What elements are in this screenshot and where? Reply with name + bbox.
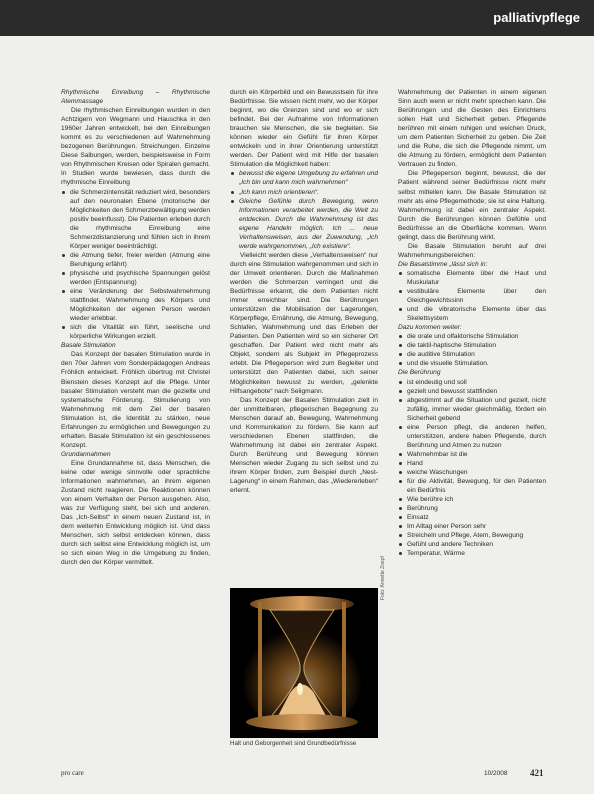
list-item: für die Aktivität, Bewegung, für den Patienten ein Bedürfnis — [398, 477, 546, 495]
page: palliativpflege Rhythmische Einreibung – Rhythmische Atemmassage Die rhythmischen Einreibungen wurden in den Achtzigern von Wegmann und Hauschka in den 1960er Jahren entwickelt, bei den Einreibungen kommt es zu verschiedenen auf Wahrnehmung bezogenen Berührungen. Streichungen. Einzelne Diese Salbungen, werden, beispielsweise in Form von Rhythmischen Kreisen oder Spiralen gemacht. In Studien wurde bewiesen, dass durch die rhythmische Einreibung die Schmerzintensität reduziert wird, besonders auf den neuronalen Ebene (motorische der Möglichkeiten den Schmerzbewältigung werden positiv beeinflusst). Die Patienten erleben durch die rhythmische Einreibung eine Schmerzdistanzierung und fühlen sich in ihrem Körper weniger beeinträchtigt. die Atmung tiefer, freier werden (Atmung eine Beruhigung erfährt) physische und psychische Spannungen gelöst werden (Entspannung) eine Veränderung der Selbstwahrnehmung stattfindet. Wahrnehmung des Körpers und Möglichkeiten der eigenen Person werden wieder erlebbar. sich die Vitalität ein führt, seelische und körperliche Wirkungen erzielt. Basale Stimulation Das Konzept der basalen Stimulation wurde in den 70er Jahren vom Sonderpädagogen Andreas Fröhlich entwickelt. Fröhlich übertrug mit Christel Bienstein dieses Konzept auf die Pflege. Unter basaler Stimulation versteht man die gezielte und systematische Förderung. Stimulierung von Wahrnehmung mit dem Ziel der basalen Stimulation ist, die Identität zu stärken, neue Erfahrungen zu ermöglichen und Bewegungen zu erhalten. Basale Stimulation ist ein geschlossenes Konzept. Grundannahmen Eine Grundannahme ist, dass Menschen, die keine oder wenige sinnvolle oder sprachliche Informationen wahrnehmen, an ihrem eigenen Zustand nicht reagieren. Die Reaktionen können von einem Verhalten der Person ausgehen. Also, was zur Verfügung steht, bei sich und anderen. Das „Ich-Selbst“ in einem neuen Zustand ist, in dem weiterhin Entwicklung möglich ist. Und dass Menschen, sich selbst entdecken können, dass durch sich selbst eine Entwicklung möglich ist, um so sich einen Weg in die Umgebung zu finden, durch den der Körper vermittelt. durch ein Körperbild und ein Bewusstsein für ihre Bedürfnisse. Sie wissen nicht mehr, wo der Körper beginnt, wo die Grenzen sind und wo er sich befindet. Bei der Aufnahme von Informationen brauchen sie Menschen, die sie begleiten. Sie können wieder ein Gefühl für ihren Körper entwickeln und in ihrer Orientierung unterstützt werden. Der Patient wird mit Hilfe der basalen Stimulation die Möglichkeit haben: bewusst die eigene Umgebung zu erfahren und „Ich bin und kann mich wahrnehmen“ „Ich kann mich orientieren“. Gleiche Gefühle durch Bewegung, wenn Informationen verarbeitet werden, die Welt zu entdecken. Durch die Wahrnehmung ist das eigene Handeln möglich. Ich ... neue Verhaltensweisen, aus der Zuwendung, „Ich werde wahrgenommen, „Ich existiere“. Vielleicht werden diese „Verhaltensweisen“ nur durch eine Stimulation wahrgenommen und sich in der Umwelt orientieren. Durch die Maßnahmen werden die Schmerzen verringert und die Bedürfnisse erkannt, die dem Patienten nicht immer erreichbar sind. Die Berührungen unterstützen die Mobilisation der Lagerungen, Körperpflege, Ernährung, die Atmung, Bewegung, Schlafen, Wahrnehmung und das Erleben der Patienten. Den Patienten wird so ein sicherer Ort geschaffen. Der Patient wird nicht mehr als Objekt, sondern als Subjekt im Pflegeprozess erlebt. Die Pflegeperson wird zum Begleiter und unterstützt den Patienten dabei, sich seiner Möglichkeiten bewusst zu werden, „gelenkte Hilfsangebote“ nach Seligmann. Das Konzept der Basalen Stimulation zielt in der unmittelbaren, pflegerischen Begegnung zu Menschen darauf ab, Bewegung, Wahrnehmung und Kommunikation zu fördern. Sie kann auf verschiedenen Ebenen stattfinden, die Wahrnehmung ist dabei ein zentraler Aspekt. Durch Berührung und Bewegung können Menschen wieder Zugang zu sich selbst und zu ihrem Körper finden, zum Beispiel durch „Nest-Lagerung“ in einem Rahmen, das „Wiedererleben“ erlernt. Foto: Annette Zoepf Halt und Geborgenheit sind Grundbedürfnisse Wahrnehmung der Patienten in einem eigenen Sinn auch wenn er nicht mehr sprechen kann. Die Berührungen und die Gesten des Einrichtens sollen Halt und Sicherheit geben. Pflegende berühren mit einem ruhigen und weichen Druck, um dem Patienten Sicherheit zu geben. Die Zeit und die Ruhe, die sich die Pflegende nimmt, um die Atmung zu fördern, ermöglicht dem Patienten Vertrauen zu finden. Die Pflegeperson beginnt, bewusst, die der Patient während seiner Bedürfnisse nicht mehr selbst mitteilen kann. Die Basale Stimulation ist mehr als eine Pflegemethode; sie ist eine Haltung. Wahrnehmung ist dabei ein zentraler Aspekt. Durch die Berührungen können Gefühle und Bedürfnisse an die Oberfläche kommen. Wenn gelingt, dass die Berührung wirkt. Die Basale Stimulation beruht auf drei Wahrnehmungsbereichen: Die Basalstimme „lässt sich in: somatische Elemente über die Haut und Muskulatur vestibuläre Elemente über den Gleichgewichtssinn und die vibratorische Elemente über das Skelettsystem Dazu kommen weiter: die orale und olfaktorische Stimulation die taktil-haptische Stimulation die auditive Stimulation und die visuelle Stimulation. Die Berührung ist eindeutig und soll gezielt und bewusst stattfinden abgestimmt auf die Situation und gezielt, nicht zufällig, immer wieder gleichmäßig, fördert ein Sicherheit gebend eine Person pflegt, die anderen helfen, unterstützen, andere haben Pflegende, durch Berührung und Atmen zu nutzen Wahrnehmbar ist die Hand weiche Waschungen für die Aktivität, Bewegung, für den Patienten ein Bedürfnis Wie berühre ich Berührung Einsatz Im Alltag einer Person sehr Streicheln und Pflege, Atem, Bewegung Gefühl und andere Techniken Temperatur, Wärme pro care 10/2008 421 — [0, 0, 594, 794]
list-item: Einsatz — [398, 513, 546, 522]
list-item: somatische Elemente über die Haut und Muskulatur — [398, 269, 546, 287]
hourglass-image — [230, 588, 378, 738]
list-item: vestibuläre Elemente über den Gleichgewichtssinn — [398, 287, 546, 305]
list-item: Temperatur, Wärme — [398, 549, 546, 558]
list-item: Wie berühre ich — [398, 495, 546, 504]
paragraph: Die rhythmischen Einreibungen wurden in den Achtzigern von Wegmann und Hauschka in den 1960er Jahren entwickelt, bei den Einreibungen kommt es zu verschiedenen auf Wahrnehmung bezogenen Berührungen. Streichungen. Einzelne Diese Salbungen, werden, beispielsweise in Form von Rhythmischen Kreisen oder Spiralen gemacht. In Studien wurde bewiesen, dass durch die rhythmische Einreibung — [61, 107, 210, 187]
bullet-list — [398, 269, 546, 323]
heading: Die Basalstimme „lässt sich in: — [398, 260, 488, 268]
column-2 — [230, 88, 378, 586]
page-number: 421 — [530, 768, 544, 778]
list-item: Hand — [398, 459, 546, 468]
list-item: Wahrnehmbar ist die — [398, 450, 546, 459]
list-item: Streicheln und Pflege, Atem, Bewegung — [398, 531, 546, 540]
heading: Basale Stimulation — [61, 342, 116, 350]
paragraph: Das Konzept der basalen Stimulation wurde in den 70er Jahren vom Sonderpädagogen Andreas Fröhlich entwickelt. Fröhlich übertrug mit Christel Bienstein dieses Konzept auf die Pflege. Unter basaler Stimulation versteht man die gezielte und systematische Förderung. Stimulierung von Wahrnehmung mit dem Ziel der basalen Stimulation ist, die Identität zu stärken, neue Erfahrungen zu ermöglichen und Bewegungen zu erhalten. Basale Stimulation ist ein geschlossenes Konzept. — [61, 351, 210, 449]
list-item: die Atmung tiefer, freier werden (Atmung eine Beruhigung erfährt) — [61, 251, 210, 269]
list-item: gezielt und bewusst stattfinden — [398, 387, 546, 396]
paragraph: durch ein Körperbild und ein Bewusstsein für ihre Bedürfnisse. Sie wissen nicht mehr, wo der Körper beginnt, wo die Grenzen sind und wo er sich befindet. Bei der Aufnahme von Informationen brauchen sie Menschen, die sie begleiten. Sie können wieder ein Gefühl für ihren Körper entwickeln und in ihrer Orientierung unterstützt werden. Der Patient wird mit Hilfe der basalen Stimulation die Möglichkeit haben: — [230, 89, 378, 169]
bullet-list — [61, 188, 210, 342]
list-item: abgestimmt auf die Situation und gezielt, nicht zufällig, immer wieder gleichmäßig, fördert ein Sicherheit gebend — [398, 396, 546, 423]
list-item: und die vibratorische Elemente über das Skelettsystem — [398, 305, 546, 323]
section-title: palliativpflege — [493, 10, 580, 25]
header-bar — [0, 0, 594, 36]
paragraph: Wahrnehmung der Patienten in einem eigenen Sinn auch wenn er nicht mehr sprechen kann. Die Berührungen und die Gesten des Einrichtens sollen Halt und Sicherheit geben. Pflegende berühren mit einem ruhigen und weichen Druck, um dem Patienten Sicherheit zu geben. Die Zeit und die Ruhe, die sich die Pflegende nimmt, um die Atmung zu fördern, ermöglicht dem Patienten Vertrauen zu finden. — [398, 89, 546, 169]
list-item: Im Alltag einer Person sehr — [398, 522, 546, 531]
list-item: „Ich kann mich orientieren“. — [230, 188, 378, 197]
figure-caption: Halt und Geborgenheit sind Grundbedürfnisse — [230, 740, 357, 747]
list-item: physische und psychische Spannungen gelöst werden (Entspannung) — [61, 269, 210, 287]
list-item: die auditive Stimulation — [398, 350, 546, 359]
magazine-name: pro care — [61, 769, 84, 777]
paragraph: Das Konzept der Basalen Stimulation zielt in der unmittelbaren, pflegerischen Begegnung zu Menschen darauf ab, Bewegung, Wahrnehmung und Kommunikation zu fördern. Sie kann auf verschiedenen Ebenen stattfinden, die Wahrnehmung ist dabei ein zentraler Aspekt. Durch Berührung und Bewegung können Menschen wieder Zugang zu sich selbst und zu ihrem Körper finden, zum Beispiel durch „Nest-Lagerung“ in einem Rahmen, das „Wiedererleben“ erlernt. — [230, 396, 378, 495]
list-item: sich die Vitalität ein führt, seelische und körperliche Wirkungen erzielt. — [61, 323, 210, 341]
list-item: bewusst die eigene Umgebung zu erfahren und „Ich bin und kann mich wahrnehmen“ — [230, 169, 378, 187]
heading: Dazu kommen weiter: — [398, 324, 462, 332]
list-item: Gleiche Gefühle durch Bewegung, wenn Informationen verarbeitet werden, die Welt zu entdecken. Durch die Wahrnehmung ist das eigene Handeln möglich. Ich ... neue Verhaltensweisen, aus der Zuwendung, „Ich werde wahrgenommen, „Ich existiere“. — [230, 197, 378, 251]
column-1 — [61, 88, 210, 778]
bullet-list — [230, 169, 378, 250]
list-item: weiche Waschungen — [398, 468, 546, 477]
list-item: die taktil-haptische Stimulation — [398, 341, 546, 350]
list-item: eine Person pflegt, die anderen helfen, unterstützen, andere haben Pflegende, durch Berührung und Atmen zu nutzen — [398, 423, 546, 450]
bullet-list — [398, 332, 546, 368]
paragraph: Eine Grundannahme ist, dass Menschen, die keine oder wenige sinnvolle oder sprachliche Informationen wahrnehmen, an ihrem eigenen Zustand nicht reagieren. Die Reaktionen können von einem Verhalten der Person ausgehen. Also, was zur Verfügung steht, bei sich und anderen. Das „Ich-Selbst“ in einem neuen Zustand ist, in dem weiterhin Entwicklung möglich ist. Und dass Menschen, sich selbst entdecken können, dass durch sich selbst eine Entwicklung möglich ist, um so sich einen Weg in die Umgebung zu finden, durch den der Körper vermittelt. — [61, 459, 210, 567]
list-item: die Schmerzintensität reduziert wird, besonders auf den neuronalen Ebene (motorische der Möglichkeiten den Schmerzbewältigung werden positiv beeinflusst). Die Patienten erleben durch die rhythmische Einreibung eine Schmerzdistanzierung und fühlen sich in ihrem Körper weniger beeinträchtigt. — [61, 188, 210, 251]
column-3 — [398, 88, 546, 778]
heading: Die Berührung — [398, 369, 441, 377]
heading: Rhythmische Einreibung – Rhythmische Atemmassage — [61, 89, 210, 106]
paragraph: Vielleicht werden diese „Verhaltensweisen“ nur durch eine Stimulation wahrgenommen und sich in der Umwelt orientieren. Durch die Maßnahmen werden die Schmerzen verringert und die Bedürfnisse erkannt, die dem Patienten nicht immer erreichbar sind. Die Berührungen unterstützen die Mobilisation der Lagerungen, Körperpflege, Ernährung, die Atmung, Bewegung, Schlafen, Wahrnehmung und das Erleben der Patienten. Den Patienten wird so ein sicherer Ort geschaffen. Der Patient wird nicht mehr als Objekt, sondern als Subjekt im Pflegeprozess erlebt. Die Pflegeperson wird zum Begleiter und unterstützt den Patienten dabei, sich seiner Möglichkeiten bewusst zu werden, „gelenkte Hilfsangebote“ nach Seligmann. — [230, 251, 378, 395]
list-item: eine Veränderung der Selbstwahrnehmung stattfindet. Wahrnehmung des Körpers und Möglichkeiten der eigenen Person werden wieder erlebbar. — [61, 287, 210, 323]
paragraph: Die Pflegeperson beginnt, bewusst, die der Patient während seiner Bedürfnisse nicht mehr selbst mitteilen kann. Die Basale Stimulation ist mehr als eine Pflegemethode; sie ist eine Haltung. Wahrnehmung ist dabei ein zentraler Aspekt. Durch die Berührungen können Gefühle und Bedürfnisse an die Oberfläche kommen. Wenn gelingt, dass die Berührung wirkt. — [398, 170, 546, 241]
list-item: Gefühl und andere Techniken — [398, 540, 546, 549]
hourglass-photo — [230, 588, 378, 738]
issue-date: 10/2008 — [484, 770, 508, 777]
list-item: ist eindeutig und soll — [398, 378, 546, 387]
list-item: und die visuelle Stimulation. — [398, 359, 546, 368]
paragraph: Die Basale Stimulation beruht auf drei Wahrnehmungsbereichen: — [398, 242, 546, 259]
list-item: Berührung — [398, 504, 546, 513]
heading: Grundannahmen — [61, 450, 111, 458]
list-item: die orale und olfaktorische Stimulation — [398, 332, 546, 341]
bullet-list — [398, 378, 546, 559]
